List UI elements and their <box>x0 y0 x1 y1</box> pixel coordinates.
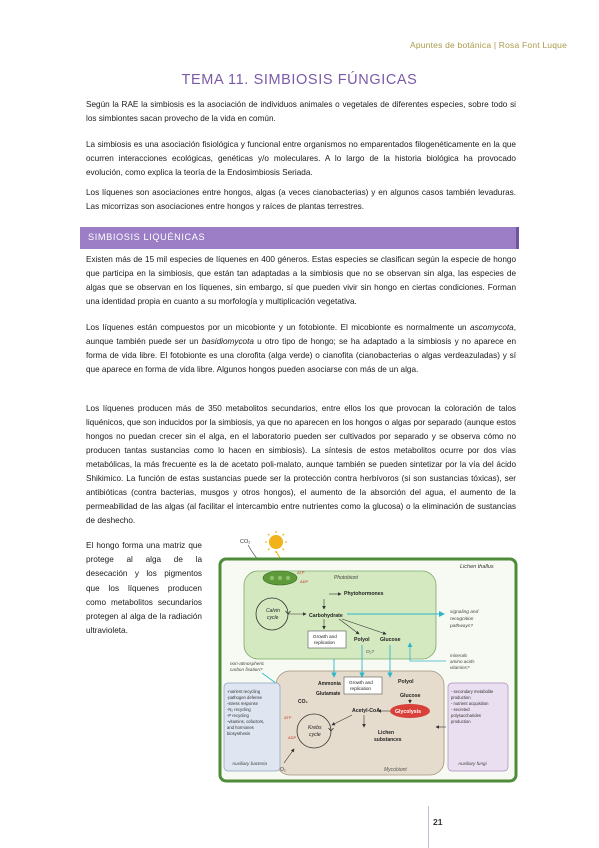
non-atmo-label-1: non-atmospheric <box>230 661 265 666</box>
fungi-item-4: - secreted <box>451 707 470 712</box>
fungi-item-2: production <box>451 695 471 700</box>
atp-label-bottom: ATP <box>284 715 292 720</box>
glycolysis-label: Glycolysis <box>395 709 421 715</box>
signaling-label-1: signaling and <box>450 610 479 615</box>
auxiliary-fungi-label: Auxiliary fungi <box>458 761 487 766</box>
page-number: 21 <box>433 817 443 827</box>
o2-bottom-label: O₂ <box>280 767 286 773</box>
lichen-paragraph-1: Existen más de 15 mil especies de líquenes en 400 géneros. Estas especies se clasifican según la especie de hongo que participa en la simbiosis, que están tan adaptadas a la simbiosis que no se observan sin alga, las especies de algas que se observan en los líquenes, sin embargo, sí que pueden vivir sin hongo en ciertas condiciones. Forman una identidad propia en cuanto a su morfología y multiplicación vegetativa. <box>86 255 516 306</box>
fungi-item-6: production <box>451 719 471 724</box>
photobiont-label: Photobiont <box>334 575 358 581</box>
auxiliary-bacteria-label: Auxiliary bacteria <box>232 761 267 766</box>
bacteria-item-3: -stress response <box>227 701 258 706</box>
bacteria-item-7: and hormones <box>227 725 254 730</box>
acetyl-coa-label: Acetyl-CoA <box>352 708 380 714</box>
calvin-label-1: Calvin <box>266 608 280 614</box>
lichen-paragraph-3: Los líquenes producen más de 350 metabolitos secundarios, entre ellos los que provocan la coloración de talos liquénicos, que son inducidos por la simbiosis, ya que no aparecen en los hongos o algas por separado (aunque estos hongos no puedan crecer sin el alga, en el laboratorio pueden ser cultivados por separado y se observa cómo no producen tantas sustancias como lo hacen en simbiosis). La síntesis de estos metabolitos ocurre por dos vías metabólicas, la más frecuente es la de acetato poli-malato, aunque también se pueden sintetizar por la vía del ácido Shikimico. La función de estas sustancias puede ser la protección contra herbívoros (si son sustancias tóxicas), ser antibióticas (contra bacterias, musgos y otros hongos), el aumento de la absorción del agua, el aumento de la permeabilidad de las algas (al facilitar el intercambio entre nutrientes como la glucosa) o la eliminación de sustancias de deshecho. <box>86 404 516 525</box>
ammonia-label: Ammonia <box>318 681 341 687</box>
page-title: TEMA 11. SIMBIOSIS FÚNGICAS <box>181 72 418 88</box>
krebs-label-1: Krebs <box>308 725 322 731</box>
section-heading-bar <box>80 227 519 249</box>
chloroplast-icon <box>263 571 297 585</box>
adp-label-bottom: ADP <box>288 735 297 740</box>
minerals-label-1: minerals <box>450 653 468 658</box>
glucose-label-2: Glucose <box>400 693 421 699</box>
glucose-label-1: Glucose <box>380 637 401 643</box>
o2-question-label: O₂? <box>366 650 375 655</box>
calvin-label-2: cycle <box>267 615 279 621</box>
page-header: Apuntes de botánica | Rosa Font Luque <box>409 40 567 50</box>
lichen-substances-label-1: Lichen <box>378 730 395 736</box>
sun-icon <box>265 531 287 553</box>
fungi-item-1: - secondary metabolite <box>451 689 494 694</box>
lichen-paragraph-4: El hongo forma una matriz que protege al alga de la desecación y los pigmentos que los líquenes producen como metabolitos secundarios protegen al alga de la radiación ultravioleta. <box>86 541 202 636</box>
phytohormones-label: Phytohormones <box>344 591 384 597</box>
carbohydrate-label: Carbohydrate <box>309 613 343 619</box>
signaling-label-3: pathways? <box>450 624 473 629</box>
bacteria-item-5: -P recycling <box>227 713 249 718</box>
bacteria-item-8: biosynthesis <box>227 731 251 736</box>
non-atmo-label-2: carbon fixation? <box>230 667 263 672</box>
fungi-item-3: - nutrient acquisition <box>451 701 489 706</box>
adp-label-top: ADP <box>300 579 309 584</box>
section-heading: SIMBIOSIS LIQUÉNICAS <box>88 232 206 242</box>
signaling-label-2: recognition <box>450 617 474 622</box>
polyol-label-1: Polyol <box>354 637 370 643</box>
lichen-substances-label-2: substances <box>374 737 402 743</box>
bacteria-item-4: -N₂ recycling <box>227 707 251 712</box>
lichen-paragraph-2 <box>86 321 516 377</box>
lichen-paragraph-2-part-c: , aunque también puede ser un <box>86 323 516 346</box>
minerals-label-3: vitamins? <box>450 665 470 670</box>
growth-label-1a: Growth and <box>313 634 337 639</box>
lichen-paragraph-2-part-a: Los líquenes están compuestos por un micobionte y un fotobionte. El micobionte es normalmente un <box>86 323 471 332</box>
co2-mid-label: CO₂ <box>298 699 308 705</box>
term-basidiomycota: basidiomycota <box>201 337 254 346</box>
lichen-thallus-label: Lichen thallus <box>460 564 494 570</box>
fungi-item-5: polysaccharides <box>451 713 482 718</box>
krebs-label-2: cycle <box>309 732 321 738</box>
lichen-paragraph-2-part-e: u otro tipo de hongo; se ha adaptado a la simbiosis y no aparece en forma de vida libre. El fotobionte es una clorofita (alga verde) o cianofita (cianobacterias o algas verdeazuladas) y sí que aparece en forma de vida libre. Algunos hongos pueden asociarse con más de un alga. <box>86 337 516 374</box>
bacteria-item-6: -vitamins, cofactors, <box>227 719 265 724</box>
glutamate-label: Glutamate <box>316 691 341 697</box>
bacteria-item-2: -pathogen defense <box>227 695 262 700</box>
mycobiont-label: Mycobiont <box>384 767 407 773</box>
co2-top-label: CO₂ <box>240 539 251 545</box>
growth-label-2a: Growth and <box>349 680 373 685</box>
growth-label-2b: replication <box>350 686 371 691</box>
lichen-diagram <box>214 531 520 783</box>
intro-paragraph-3: Los líquenes son asociaciones entre hongos, algas (a veces cianobacterias) y en algunos casos también levaduras. Las micorrizas son asociaciones entre hongos y raíces de plantas terrestres. <box>86 188 516 211</box>
lichen-metabolism-figure <box>214 531 520 783</box>
bacteria-item-1: -nutrient recycling <box>227 689 261 694</box>
growth-label-1b: replication <box>314 640 335 645</box>
intro-paragraph-1: Según la RAE la simbiosis es la asociación de individuos animales o vegetales de diferentes especies, sobre todo si los simbiontes sacan provecho de la vida en común. <box>86 100 516 123</box>
minerals-label-2: amino acids <box>450 659 475 664</box>
intro-paragraph-2: La simbiosis es una asociación fisiológica y funcional entre organismos no emparentados filogenéticamente en la que ocurren interacciones ecológicas, genéticas y/o moleculares. A lo largo de la historia biológica ha provocado evolución, como explica la teoría de la Endosimbiosis Seriada. <box>86 140 516 177</box>
term-ascomycota: ascomycota <box>470 323 514 332</box>
atp-label-top: ATP <box>297 570 305 575</box>
polyol-label-2: Polyol <box>398 679 414 685</box>
footer-divider <box>428 806 429 848</box>
